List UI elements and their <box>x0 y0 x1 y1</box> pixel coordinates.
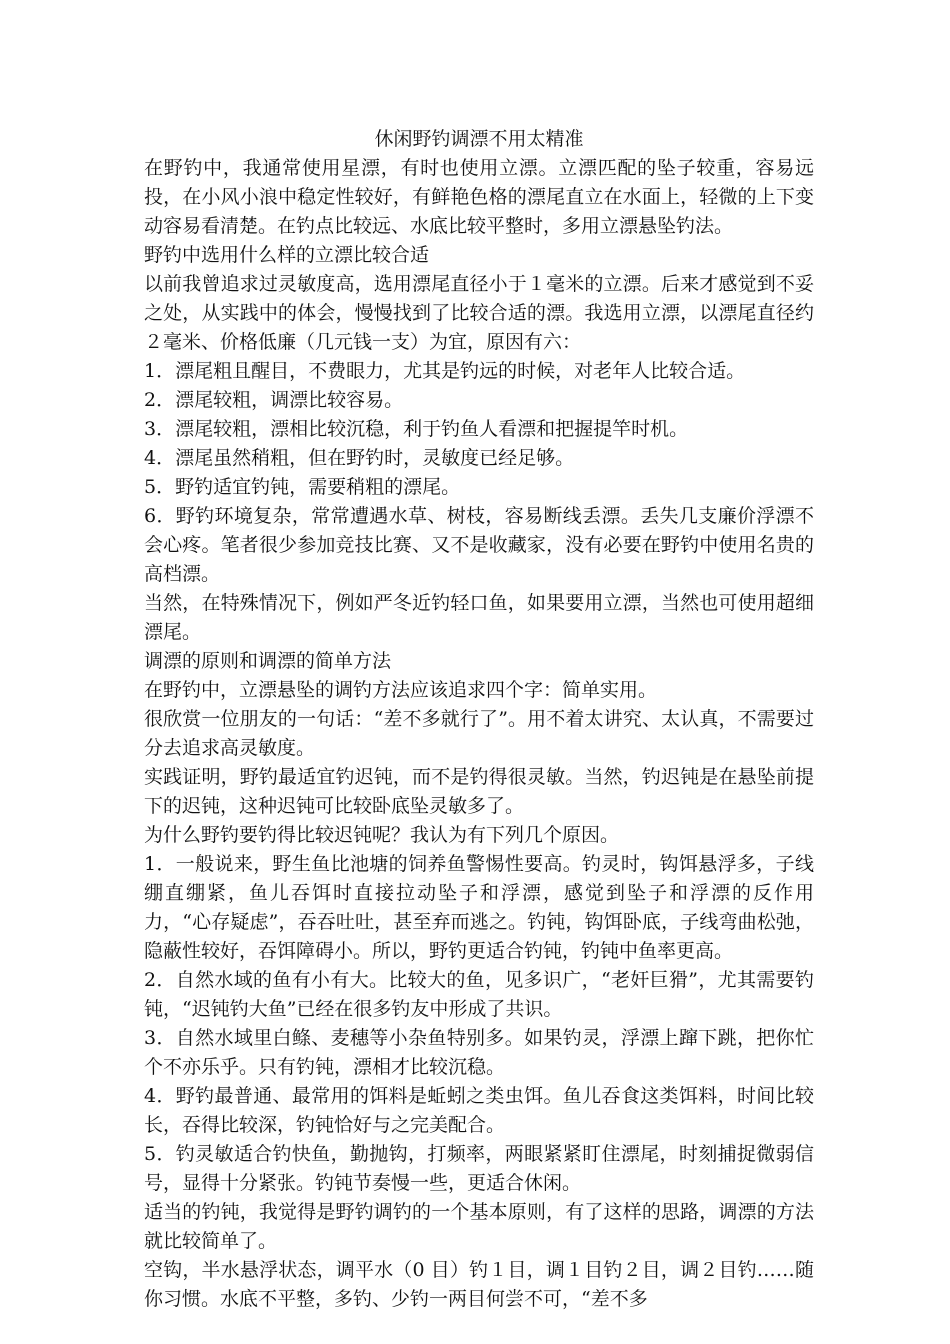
list-item-reason-5: 5．野钓适宜钓钝，需要稍粗的漂尾。 <box>144 476 461 498</box>
section-heading-adjust-method: 调漂的原则和调漂的简单方法 <box>144 650 392 672</box>
paragraph-principle: 适当的钓钝，我觉得是野钓调钓的一个基本原则，有了这样的思路，调漂的方法就比较简单了。 <box>144 1201 814 1252</box>
list-item-cause-2: 2．自然水域的鱼有小有大。比较大的鱼，见多识广，“老奸巨猾”，尤其需要钓钝，“迟钝钓大鱼”已经在很多钓友中形成了共识。 <box>144 969 814 1020</box>
paragraph-why-question: 为什么野钓要钓得比较迟钝呢？我认为有下列几个原因。 <box>144 824 620 846</box>
list-item-cause-1: 1．一般说来，野生鱼比池塘的饲养鱼警惕性要高。钓灵时，钩饵悬浮多，子线绷直绷紧，鱼儿吞饵时直接拉动坠子和浮漂，感觉到坠子和浮漂的反作用力，“心存疑虑”，吞吞吐吐，甚至弃而逃之。钓钝，钩饵卧底，子线弯曲松弛，隐蔽性较好，吞饵障碍小。所以，野钓更适合钓钝，钓钝中鱼率更高。 <box>144 853 814 962</box>
paragraph-method: 空钩，半水悬浮状态，调平水（0 目）钓１目，调１目钓２目，调２目钓……随你习惯。水底不平整，多钓、少钓一两目何尝不可，“差不多 <box>144 1259 814 1310</box>
paragraph-special-case: 当然，在特殊情况下，例如严冬近钓轻口鱼，如果要用立漂，当然也可使用超细漂尾。 <box>144 592 814 643</box>
document-body <box>144 154 814 1314</box>
document-title: 休闲野钓调漂不用太精准 <box>374 128 584 150</box>
list-item-cause-3: 3．自然水域里白鲦、麦穗等小杂鱼特别多。如果钓灵，浮漂上蹿下跳，把你忙个不亦乐乎。只有钓钝，漂相才比较沉稳。 <box>144 1027 814 1078</box>
document-page <box>144 124 814 1314</box>
list-item-reason-2: 2．漂尾较粗，调漂比较容易。 <box>144 389 404 411</box>
list-item-cause-5: 5．钓灵敏适合钓快鱼，勤抛钩，打频率，两眼紧紧盯住漂尾，时刻捕捉微弱信号，显得十分紧张。钓钝节奏慢一些，更适合休闲。 <box>144 1143 814 1194</box>
list-item-cause-4: 4．野钓最普通、最常用的饵料是蚯蚓之类虫饵。鱼儿吞食这类饵料，时间比较长，吞得比较深，钓钝恰好与之完美配合。 <box>144 1085 814 1136</box>
paragraph-float-choice: 以前我曾追求过灵敏度高，选用漂尾直径小于１毫米的立漂。后来才感觉到不妥之处，从实践中的体会，慢慢找到了比较合适的漂。我选用立漂，以漂尾直径约２毫米、价格低廉（几元钱一支）为宜，原因有六： <box>144 273 814 353</box>
paragraph-intro: 在野钓中，我通常使用星漂，有时也使用立漂。立漂匹配的坠子较重，容易远投，在小风小浪中稳定性较好，有鲜艳色格的漂尾直立在水面上，轻微的上下变动容易看清楚。在钓点比较远、水底比较平整时，多用立漂悬坠钓法。 <box>144 157 814 237</box>
paragraph-practice: 实践证明，野钓最适宜钓迟钝，而不是钓得很灵敏。当然，钓迟钝是在悬坠前提下的迟钝，这种迟钝可比较卧底坠灵敏多了。 <box>144 766 814 817</box>
list-item-reason-4: 4．漂尾虽然稍粗，但在野钓时，灵敏度已经足够。 <box>144 447 575 469</box>
list-item-reason-1: 1．漂尾粗且醒目，不费眼力，尤其是钓远的时候，对老年人比较合适。 <box>144 360 746 382</box>
paragraph-friend-quote: 很欣赏一位朋友的一句话：“差不多就行了”。用不着太讲究、太认真，不需要过分去追求高灵敏度。 <box>144 708 814 759</box>
list-item-reason-3: 3．漂尾较粗，漂相比较沉稳，利于钓鱼人看漂和把握提竿时机。 <box>144 418 689 440</box>
paragraph-simple-practical: 在野钓中，立漂悬坠的调钓方法应该追求四个字：简单实用。 <box>144 679 658 701</box>
section-heading-choose-float: 野钓中选用什么样的立漂比较合适 <box>144 244 430 266</box>
list-item-reason-6: 6．野钓环境复杂，常常遭遇水草、树枝，容易断线丢漂。丢失几支廉价浮漂不会心疼。笔者很少参加竞技比赛、又不是收藏家，没有必要在野钓中使用名贵的高档漂。 <box>144 505 814 585</box>
